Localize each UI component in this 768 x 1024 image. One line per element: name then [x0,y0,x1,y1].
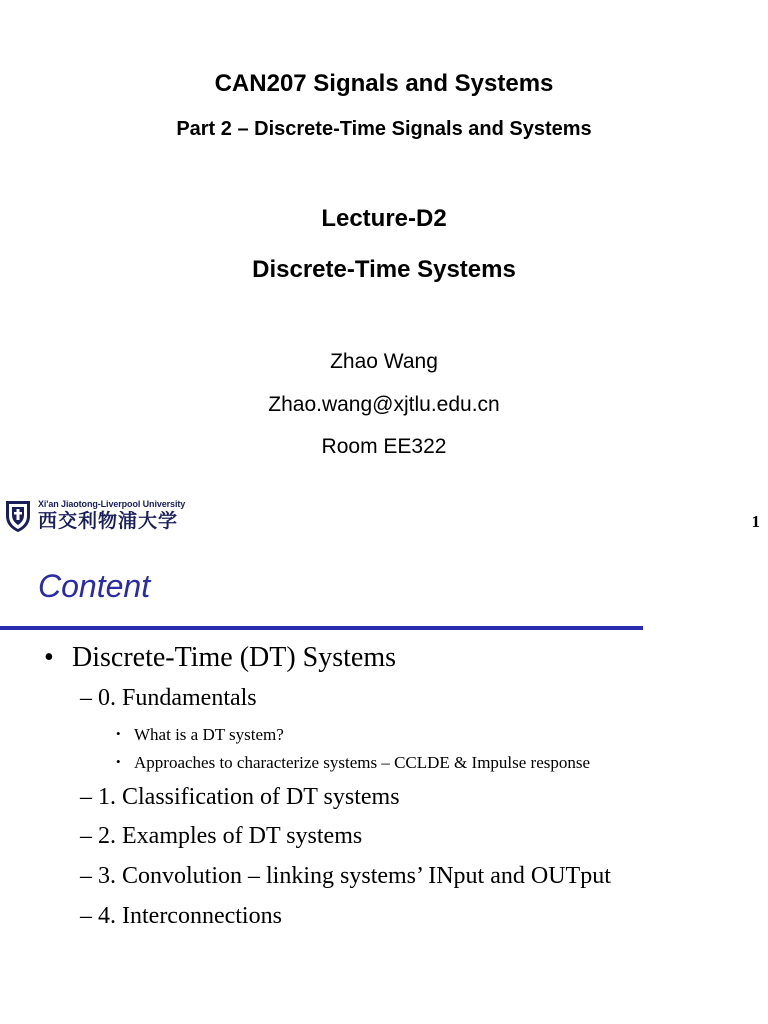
outline-item-text: 1. Classification of DT systems [98,784,400,810]
dash-marker: – [80,863,92,889]
university-chinese-name: 西交利物浦大学 [38,510,179,532]
outline-subitem-text: What is a DT system? [134,725,284,744]
outline-subitem-approaches [116,753,590,773]
bullet-icon: • [116,754,121,769]
outline-item-convolution [80,863,611,890]
main-bullet-text: Discrete-Time (DT) Systems [72,642,397,673]
main-bullet-item [44,642,396,674]
course-title: CAN207 Signals and Systems [214,70,554,97]
dash-marker: – [80,685,92,711]
outline-subitem-what-is [116,725,284,745]
outline-item-text: 0. Fundamentals [98,685,257,711]
bullet-icon: • [44,642,54,673]
outline-item-text: 3. Convolution – linking systems’ INput and OUTput [98,863,611,889]
outline-item-text: 4. Interconnections [98,903,282,929]
outline-item-text: 2. Examples of DT systems [98,823,363,849]
author-name: Zhao Wang [330,350,438,373]
outline-subitem-text: Approaches to characterize systems – CCLDE & Impulse response [134,753,591,772]
lecture-number: Lecture-D2 [321,205,447,232]
outline-item-interconnections [80,903,282,930]
content-title: Content [38,568,151,604]
dash-marker: – [80,784,92,810]
author-email: Zhao.wang@xjtlu.edu.cn [268,393,500,416]
room-number: Room EE322 [321,435,447,458]
outline-item-fundamentals [80,685,257,712]
university-english-name: Xi'an Jiaotong-Liverpool University [38,499,186,509]
page-number: 1 [751,512,760,531]
university-logo [4,496,185,536]
title-divider [0,626,643,630]
content-slide [0,550,768,1024]
outline-item-classification [80,784,400,811]
part-title: Part 2 – Discrete-Time Signals and Systems [176,118,592,140]
bullet-icon: • [116,726,121,741]
dash-marker: – [80,903,92,929]
outline-item-examples [80,823,362,850]
university-shield-icon [4,498,32,534]
dash-marker: – [80,823,92,849]
lecture-title: Discrete-Time Systems [252,256,516,283]
